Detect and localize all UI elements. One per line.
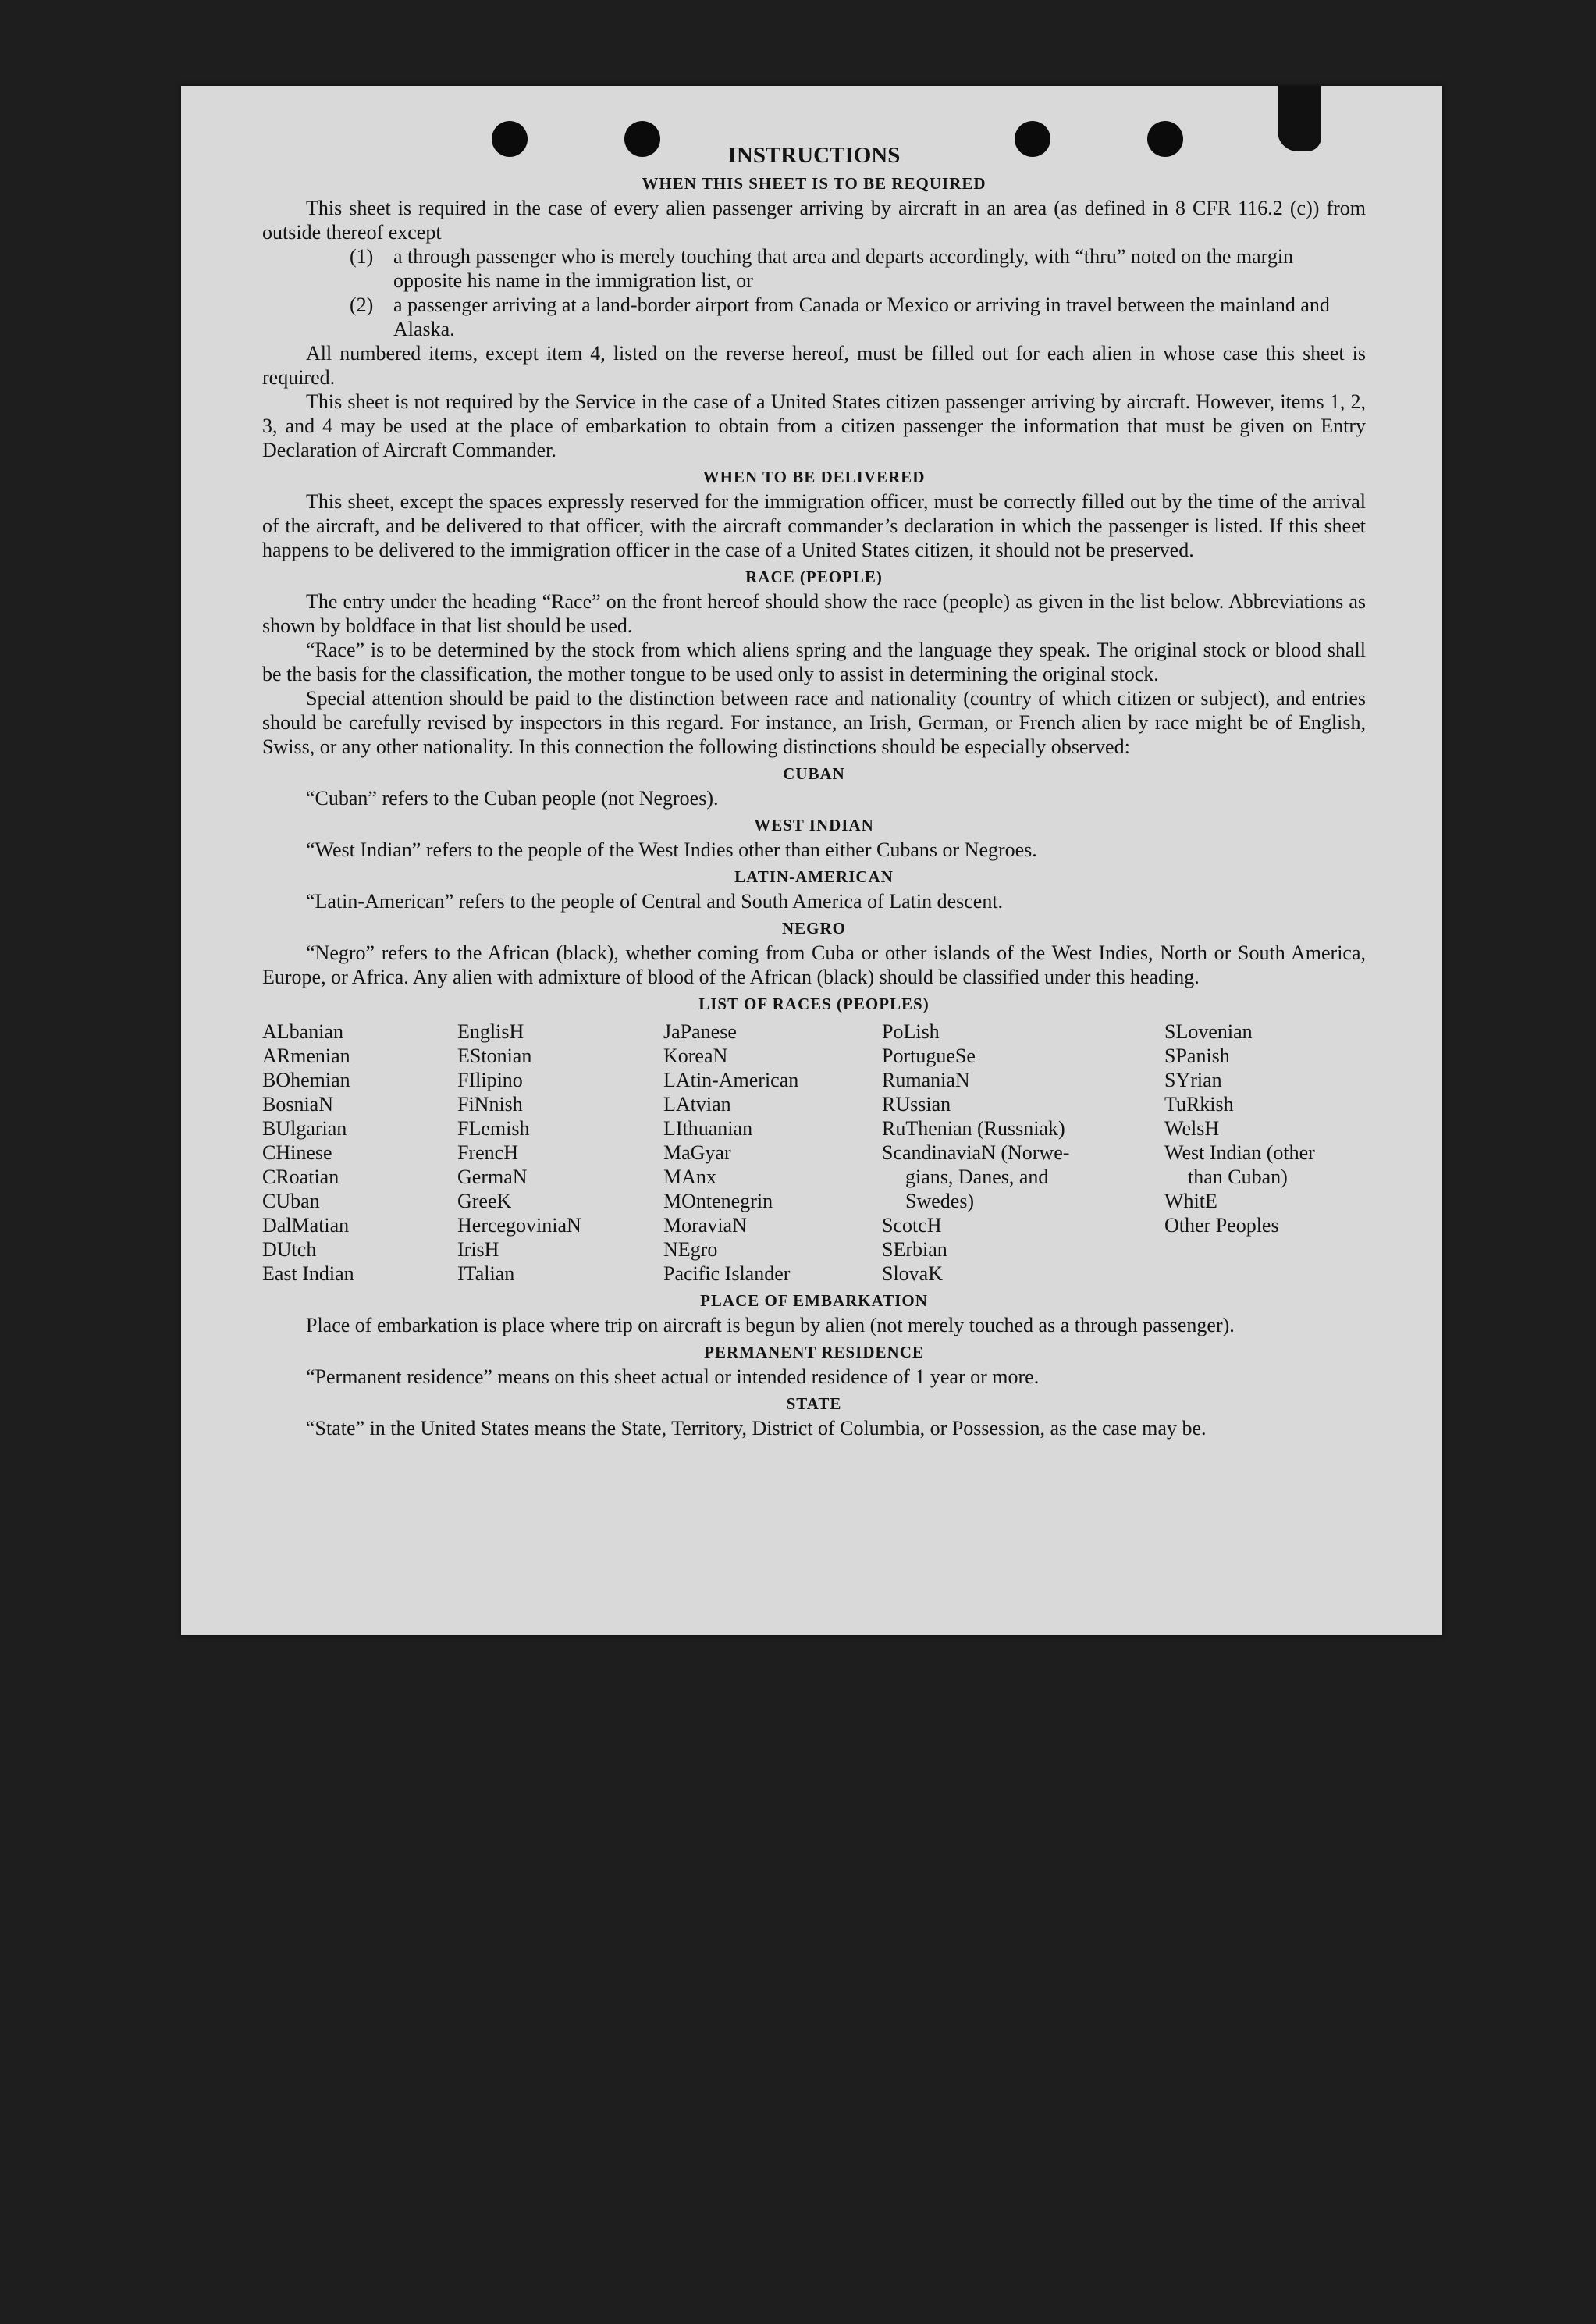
race-entry: SlovaK [882, 1262, 943, 1285]
section-heading-race: RACE (PEOPLE) [745, 568, 883, 586]
race-entry: FLemish [457, 1117, 530, 1140]
race-entry: LAtvian [663, 1093, 731, 1116]
race-entry: GreeK [457, 1190, 512, 1212]
section-heading-state: STATE [786, 1394, 842, 1413]
race-entry: PoLish [882, 1020, 940, 1043]
section-heading-west-indian: WEST INDIAN [754, 816, 874, 835]
section-heading-embarkation: PLACE OF EMBARKATION [700, 1291, 928, 1310]
race-entry: gians, Danes, and [905, 1166, 1049, 1188]
race-entry: MaGyar [663, 1141, 731, 1164]
race-entry: BosniaN [262, 1093, 333, 1116]
race-entry: CUban [262, 1190, 320, 1212]
race-entry: EnglisH [457, 1020, 524, 1043]
paragraph: This sheet, except the spaces expressly reserved for the immigration officer, must be correctly filled out by the time of the arrival of the aircraft, and be delivered to that officer, with the aircraft commander’s declaration in which the passenger is listed. If this sheet happens to be delivered to the immigration officer in the case of a United States citizen, it should not be preserved. [262, 490, 1366, 561]
page-title: INSTRUCTIONS [727, 143, 901, 168]
races-column-2 [457, 1020, 663, 1286]
race-entry: ALbanian [262, 1020, 343, 1043]
race-entry: FrencH [457, 1141, 518, 1164]
paragraph: “West Indian” refers to the people of the West Indies other than either Cubans or Negroes. [306, 838, 1037, 861]
section-heading-cuban: CUBAN [783, 764, 845, 783]
paragraph: This sheet is required in the case of every alien passenger arriving by aircraft in an area (as defined in 8 CFR 116.2 (c)) from outside thereof except [262, 197, 1366, 244]
race-entry: ScandinaviaN (Norwe- [882, 1141, 1070, 1164]
race-entry: RuThenian (Russniak) [882, 1117, 1065, 1140]
list-item: (2) a passenger arriving at a land-border airport from Canada or Mexico or arriving in travel between the mainland and Alaska. [350, 294, 1330, 340]
race-entry: Swedes) [905, 1190, 975, 1212]
race-entry: ITalian [457, 1262, 515, 1285]
race-entry: BOhemian [262, 1069, 350, 1091]
paragraph: “Race” is to be determined by the stock from which aliens spring and the language they speak. The original stock or blood shall be the basis for the classification, the mother tongue to be used only to assist in determining the original stock. [262, 639, 1366, 685]
paragraph: “Cuban” refers to the Cuban people (not Negroes). [306, 787, 719, 810]
race-entry: Other Peoples [1164, 1214, 1279, 1237]
race-entry: WhitE [1164, 1190, 1217, 1212]
paragraph: “Permanent residence” means on this sheet actual or intended residence of 1 year or more. [306, 1365, 1040, 1388]
race-entry: SYrian [1164, 1069, 1222, 1091]
race-entry: MAnx [663, 1166, 716, 1188]
race-entry: JaPanese [663, 1020, 737, 1043]
paragraph: The entry under the heading “Race” on the front hereof should show the race (people) as given in the list below. Abbreviations as shown by boldface in that list should be used. [262, 590, 1366, 637]
section-heading-delivered: WHEN TO BE DELIVERED [702, 468, 926, 486]
section-heading-residence: PERMANENT RESIDENCE [704, 1343, 924, 1361]
section-heading-required: WHEN THIS SHEET IS TO BE REQUIRED [642, 174, 986, 193]
race-entry: TuRkish [1164, 1093, 1234, 1116]
race-entry: BUlgarian [262, 1117, 347, 1140]
paragraph: All numbered items, except item 4, listed on the reverse hereof, must be filled out for each alien in whose case this sheet is required. [262, 342, 1366, 389]
paragraph: Place of embarkation is place where trip on aircraft is begun by alien (not merely touched as a through passenger). [306, 1314, 1235, 1336]
race-entry: RUssian [882, 1093, 951, 1116]
race-entry: Pacific Islander [663, 1262, 791, 1285]
race-entry: SPanish [1164, 1045, 1230, 1067]
race-entry: HercegoviniaN [457, 1214, 581, 1237]
race-entry: CHinese [262, 1141, 332, 1164]
race-entry: GermaN [457, 1166, 528, 1188]
paragraph: “Negro” refers to the African (black), whether coming from Cuba or other islands of the West Indies, North or South America, Europe, or Africa. Any alien with admixture of blood of the African (black) should be classified under this heading. [262, 941, 1366, 988]
section-heading-negro: NEGRO [781, 919, 846, 938]
instructions-content [262, 142, 1366, 1440]
race-entry: ScotcH [882, 1214, 942, 1237]
paragraph: This sheet is not required by the Service in the case of a United States citizen passenger arriving by aircraft. However, items 1, 2, 3, and 4 may be used at the place of embarkation to obtain from a citizen passenger the information that must be given on Entry Declaration of Aircraft Commander. [262, 390, 1366, 461]
races-column-4 [882, 1020, 1164, 1286]
race-entry: LAtin-American [663, 1069, 799, 1091]
race-entry: SErbian [882, 1238, 947, 1261]
race-entry: than Cuban) [1188, 1166, 1288, 1188]
race-entry: WelsH [1164, 1117, 1220, 1140]
race-entry: FIlipino [457, 1069, 523, 1091]
race-entry: East Indian [262, 1262, 354, 1285]
race-entry: MoraviaN [663, 1214, 747, 1237]
race-entry: MOntenegrin [663, 1190, 773, 1212]
race-entry: DalMatian [262, 1214, 350, 1237]
section-heading-races-list: LIST OF RACES (PEOPLES) [698, 995, 930, 1013]
paragraph: “Latin-American” refers to the people of Central and South America of Latin descent. [306, 890, 1004, 913]
race-entry: IrisH [457, 1238, 499, 1261]
race-entry: LIthuanian [663, 1117, 753, 1140]
section-heading-latin-american: LATIN-AMERICAN [734, 867, 894, 886]
race-entry: RumaniaN [882, 1069, 970, 1091]
list-item: (1) a through passenger who is merely touching that area and departs accordingly, with “thru” noted on the margin opposite his name in the immigration list, or [350, 245, 1294, 292]
race-entry: DUtch [262, 1238, 317, 1261]
paragraph: Special attention should be paid to the distinction between race and nationality (country of which citizen or subject), and entries should be carefully revised by inspectors in this regard. For instance, an Irish, German, or French alien by race might be of English, Swiss, or any other nationality. In this connection the following distinctions should be especially observed: [262, 687, 1366, 758]
paragraph: “State” in the United States means the State, Territory, District of Columbia, or Possession, as the case may be. [306, 1417, 1207, 1440]
document-sheet [181, 86, 1442, 1635]
race-entry: EStonian [457, 1045, 532, 1067]
race-entry: FiNnish [457, 1093, 523, 1116]
races-table [262, 1020, 1366, 1286]
race-entry: SLovenian [1164, 1020, 1253, 1043]
race-entry: NEgro [663, 1238, 718, 1261]
race-entry: ARmenian [262, 1045, 350, 1067]
race-entry: CRoatian [262, 1166, 339, 1188]
races-column-3 [663, 1020, 882, 1286]
races-column-5 [1164, 1020, 1366, 1286]
race-entry: KoreaN [663, 1045, 728, 1067]
race-entry: West Indian (other [1164, 1141, 1315, 1164]
races-column-1 [262, 1020, 457, 1286]
race-entry: PortugueSe [882, 1045, 976, 1067]
